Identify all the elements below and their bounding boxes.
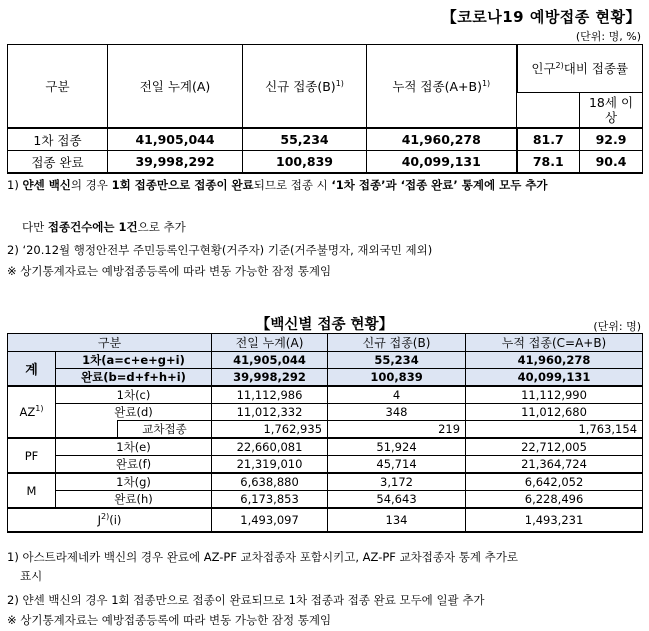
section1-note-2: 2) ‘20.12월 행정안전부 주민등록인구현황(거주자) 기준(거주불명자, 재외국민 제외) (7, 243, 433, 257)
row-first-dose-pop: 81.7 (517, 128, 580, 151)
row-complete-new: 100,839 (243, 151, 367, 174)
row-first-dose-prev: 41,905,044 (108, 128, 243, 151)
section2-note-1: 1) 아스트라제네카 백신의 경우 완료에 AZ-PF 교차접종자 포함시키고, AZ-PF 교차접종자 통계 추가로 (7, 550, 518, 564)
header-category: 구분 (8, 45, 108, 129)
pf-label: PF (8, 438, 56, 473)
row-first-dose-age18: 92.9 (580, 128, 643, 151)
section1-unit: (단위: 명, %) (575, 30, 641, 43)
section2-note-3: ※ 상기통계자료는 예방접종등록에 따라 변동 가능한 잠정 통계임 (7, 613, 332, 627)
az-first-prev: 11,112,986 (212, 386, 328, 404)
section1-note-1-cont: 다만 접종건수에는 1건으로 추가 (22, 220, 186, 234)
row-first-dose-label: 1차 접종 (8, 128, 108, 151)
az-cross-sub: 교차접종 (118, 421, 212, 439)
j-prev: 1,493,097 (212, 508, 328, 532)
section1-note-3: ※ 상기통계자료는 예방접종등록에 따라 변동 가능한 잠정 통계임 (7, 264, 332, 278)
az-complete-sub: 완료(d) (56, 404, 212, 421)
pf-first-cum: 22,712,005 (466, 438, 643, 456)
section1-title: 【코로나19 예방접종 현황】 (441, 8, 641, 26)
az-first-sub: 1차(c) (56, 386, 212, 404)
pf-first-prev: 22,660,081 (212, 438, 328, 456)
total-complete-cum: 40,099,131 (466, 369, 643, 387)
az-cross-cum: 1,763,154 (466, 421, 643, 439)
t2-header-category: 구분 (8, 334, 212, 352)
row-complete-age18: 90.4 (580, 151, 643, 174)
section1-note-1: 1) 얀센 백신의 경우 1회 접종만으로 접종이 완료되므로 접종 시 ‘1차 접종’과 ‘접종 완료’ 통계에 모두 추가 (7, 178, 548, 192)
pf-first-sub: 1차(e) (56, 438, 212, 456)
row-complete-label: 접종 완료 (8, 151, 108, 174)
pf-first-new: 51,924 (328, 438, 466, 456)
header-age18: 18세 이상 (580, 93, 643, 129)
az-cross-new: 219 (328, 421, 466, 439)
m-first-sub: 1차(g) (56, 473, 212, 491)
section2-note-2: 2) 얀센 백신의 경우 1회 접종만으로 접종이 완료되므로 1차 접종과 접종 완료 모두에 일괄 추가 (7, 593, 485, 607)
row-first-dose-new: 55,234 (243, 128, 367, 151)
total-first-prev: 41,905,044 (212, 352, 328, 369)
row-complete-prev: 39,998,292 (108, 151, 243, 174)
total-first-cum: 41,960,278 (466, 352, 643, 369)
m-complete-sub: 완료(h) (56, 491, 212, 509)
j-new: 134 (328, 508, 466, 532)
m-complete-new: 54,643 (328, 491, 466, 509)
m-first-cum: 6,642,052 (466, 473, 643, 491)
section2-unit: (단위: 명) (593, 320, 641, 333)
row-complete-cum: 40,099,131 (367, 151, 517, 174)
row-first-dose-cum: 41,960,278 (367, 128, 517, 151)
total-complete-new: 100,839 (328, 369, 466, 387)
total-complete-prev: 39,998,292 (212, 369, 328, 387)
az-label: AZ$^{1)}$ (8, 386, 56, 438)
section2-note-1-cont: 표시 (20, 569, 43, 583)
pf-complete-sub: 완료(f) (56, 456, 212, 474)
total-first-sub: 1차(a=c+e+g+i) (56, 352, 212, 369)
row-complete-pop: 78.1 (517, 151, 580, 174)
header-cum: 누적 접종$(A+B)^{1)}$ (367, 45, 517, 129)
j-cum: 1,493,231 (466, 508, 643, 532)
az-first-cum: 11,112,990 (466, 386, 643, 404)
pf-complete-new: 45,714 (328, 456, 466, 474)
vaccination-status-table (7, 44, 643, 174)
pf-complete-cum: 21,364,724 (466, 456, 643, 474)
t2-header-prev: 전일 누계(A) (212, 334, 328, 352)
t2-header-new: 신규 접종(B) (328, 334, 466, 352)
m-label: M (8, 473, 56, 508)
az-cross-prev: 1,762,935 (212, 421, 328, 439)
az-complete-prev: 11,012,332 (212, 404, 328, 421)
total-first-new: 55,234 (328, 352, 466, 369)
section2-title: 【백신별 접종 현황】 (255, 317, 394, 333)
j-label: $J^{2)}(i)$ (8, 508, 212, 532)
m-complete-cum: 6,228,496 (466, 491, 643, 509)
az-complete-new: 348 (328, 404, 466, 421)
vaccine-by-type-table (7, 333, 643, 533)
m-complete-prev: 6,173,853 (212, 491, 328, 509)
t2-header-cum: 누적 접종(C=A+B) (466, 334, 643, 352)
header-prev-cum: 전일 누계(A) (108, 45, 243, 129)
total-label: 계 (8, 352, 56, 387)
m-first-prev: 6,638,880 (212, 473, 328, 491)
pf-complete-prev: 21,319,010 (212, 456, 328, 474)
header-ratio: 인구$^{2)}$대비 접종률 (517, 45, 643, 93)
az-complete-cum: 11,012,680 (466, 404, 643, 421)
m-first-new: 3,172 (328, 473, 466, 491)
az-first-new: 4 (328, 386, 466, 404)
total-complete-sub: 완료(b=d+f+h+i) (56, 369, 212, 387)
header-new: 신규 접종$(B)^{1)}$ (243, 45, 367, 129)
